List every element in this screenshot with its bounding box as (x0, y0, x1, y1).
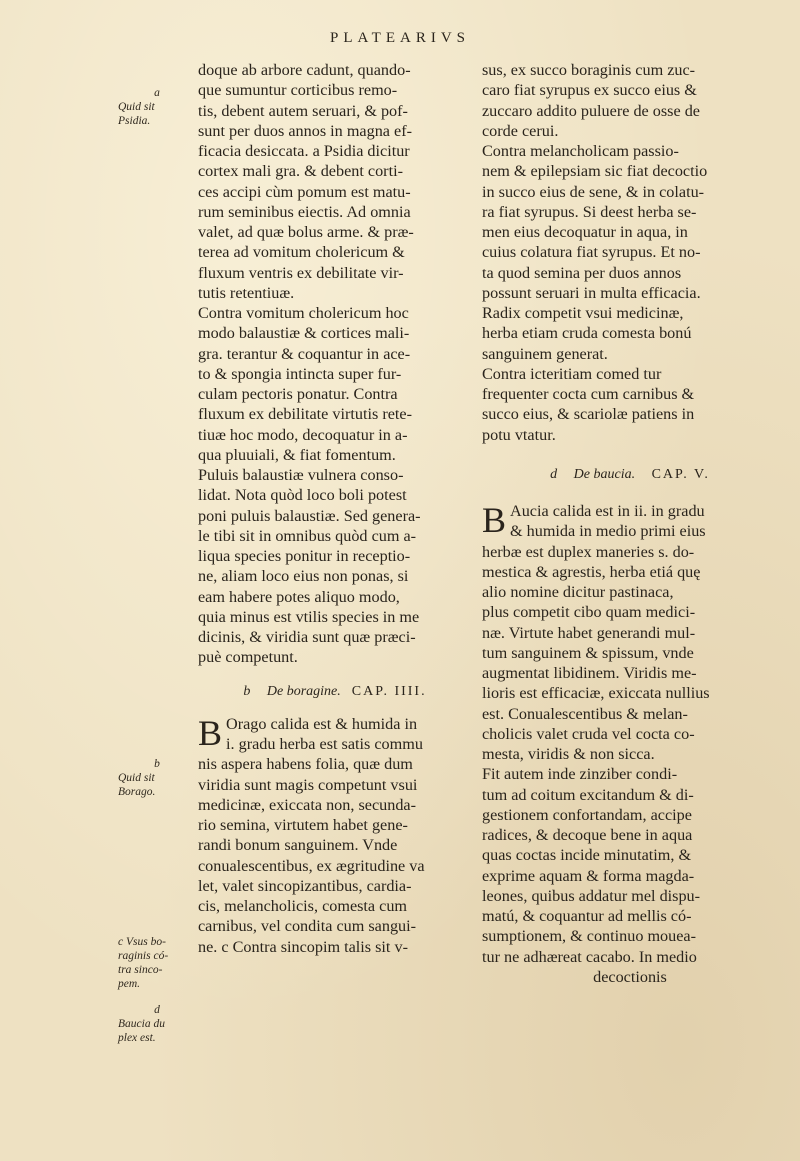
text-line: possunt seruari in multa efficacia. (482, 283, 701, 302)
margin-note-line: Quid sit (118, 772, 155, 784)
text-line: caro fiat syrupus ex succo eius & (482, 81, 697, 100)
heading-cap: CAP. IIII. (351, 683, 427, 699)
text-line: sus, ex succo boraginis cum zuc- (482, 61, 696, 79)
text-line: matú, & coquantur ad mellis có- (482, 907, 692, 925)
text-line: tutis retentiuæ. (198, 283, 295, 302)
text-line: radices, & decoque bene in aqua (482, 826, 693, 844)
left-text-block (198, 60, 472, 668)
text-line: quas coctas incide minutatim, & (482, 846, 692, 865)
left-column (198, 60, 472, 957)
margin-note-line: plex est. (118, 1032, 156, 1044)
text-line: rum seminibus eiectis. Ad omnia (198, 202, 411, 221)
text-line: cis, melancholicis, comesta cum (198, 897, 408, 915)
margin-note-line: Baucia du (118, 1018, 165, 1030)
text-line: herbæ est duplex maneries s. do- (482, 542, 695, 561)
text-line: ne. c Contra sincopim talis sit v- (198, 937, 408, 956)
text-line: potu vtatur. (482, 425, 556, 444)
text-line: ra fiat syrupus. Si deest herba se- (482, 202, 697, 221)
text-line: poni puluis balaustiæ. Sed genera- (198, 506, 421, 525)
text-line: let, valet sincopizantibus, cardia- (198, 876, 412, 895)
text-line: Radix competit vsui medicinæ, (482, 304, 684, 322)
text-line: corde cerui. (482, 121, 559, 140)
margin-note-line: c Vsus bo- (118, 936, 166, 948)
left-text-block-b (198, 714, 472, 957)
text-line: fluxum ventris ex debilitate vir- (198, 263, 404, 282)
text-line: randi bonum sanguinem. Vnde (198, 836, 398, 855)
text-line: alio nomine dicitur pastinaca, (482, 583, 674, 601)
text-line: plus competit cibo quam medici- (482, 603, 696, 622)
text-line: gra. terantur & coquantur in ace- (198, 344, 411, 363)
text-line: tur ne adhæreat cacabo. In medio (482, 947, 697, 966)
text-line: Puluis balaustiæ vulnera conso- (198, 466, 404, 484)
text-line: & humida in medio primi eius (510, 522, 706, 541)
text-line: to & spongia intincta super fur- (198, 364, 402, 383)
text-line: eam habere potes aliquo modo, (198, 587, 400, 606)
text-line: modo balaustiæ & cortices mali- (198, 324, 410, 343)
margin-note-c (118, 935, 196, 991)
text-line: mesta, viridis & non sicca. (482, 745, 655, 763)
text-line: næ. Virtute habet generandi mul- (482, 623, 696, 642)
text-line: ficacia desiccata. a Psidia dicitur (198, 142, 410, 160)
text-line: fluxum ex debilitate virtutis rete- (198, 405, 412, 424)
text-line: conualescentibus, ex ægritudine va (198, 856, 425, 875)
text-line: nis aspera habens folia, quæ dum (198, 755, 413, 774)
heading-title: De baucia. (573, 466, 636, 482)
margin-note-d (118, 1003, 196, 1045)
text-line: culam pectoris ponatur. Contra (198, 385, 398, 403)
chapter-heading-baucia (482, 465, 778, 485)
text-line: i. gradu herba est satis commu (226, 735, 423, 753)
right-column (482, 60, 778, 987)
text-line: medicinæ, exiccata non, secunda- (198, 795, 416, 814)
text-line: ne, aliam loco eius non ponas, si (198, 567, 409, 586)
text-line: liqua species ponitur in receptio- (198, 547, 411, 565)
text-line: lidat. Nota quòd loco boli potest (198, 486, 407, 505)
text-line: succo eius, & scariolæ patiens in (482, 405, 695, 424)
text-line: valet, ad quæ bolus arme. & præ- (198, 223, 414, 241)
margin-note-a (118, 86, 196, 128)
text-line: quia minus est vtilis species in me (198, 607, 420, 626)
margin-note-b (118, 757, 196, 799)
heading-letter: b (243, 683, 251, 699)
margin-note-letter: d (154, 1004, 160, 1016)
chapter-heading-borago (198, 682, 472, 702)
heading-letter: d (550, 466, 558, 482)
text-line: carnibus, vel condita cum sangui- (198, 917, 417, 936)
text-line: tis, debent autem seruari, & pof- (198, 101, 408, 120)
text-line: Contra melancholicam passio- (482, 142, 679, 160)
text-line: sanguinem generat. (482, 344, 608, 363)
text-line: exprime aquam & forma magda- (482, 866, 695, 885)
drop-cap: B (198, 712, 223, 753)
text-line: frequenter cocta cum carnibus & (482, 385, 695, 403)
text-line: gestionem confortandam, accipe (482, 805, 692, 824)
text-line: herba etiam cruda comesta bonú (482, 324, 692, 343)
margin-note-letter: b (154, 758, 160, 770)
text-line: ta quod semina per duos annos (482, 263, 682, 282)
margin-note-line: raginis có- (118, 950, 169, 962)
text-line: leones, quibus addatur mel dispu- (482, 886, 701, 905)
text-line: zuccaro addito puluere de osse de (482, 101, 700, 120)
text-line: tiuæ hoc modo, decoquatur in a- (198, 425, 408, 444)
text-line: Fit autem inde zinziber condi- (482, 765, 678, 784)
text-line: puè competunt. (198, 648, 298, 667)
text-line: viridia sunt magis competunt vsui (198, 775, 418, 794)
text-line: Contra icteritiam comed tur (482, 364, 662, 383)
text-line: mestica & agrestis, herba etiá quę (482, 562, 701, 581)
text-line: augmentat libidinem. Viridis me- (482, 664, 697, 682)
margin-note-line: tra sinco- (118, 964, 163, 976)
text-line: est. Conualescentibus & melan- (482, 704, 688, 723)
text-line: lioris est efficaciæ, exiccata nullius (482, 684, 710, 703)
text-line: Contra vomitum cholericum hoc (198, 304, 409, 322)
text-line: tum ad coitum excitandum & di- (482, 785, 694, 804)
text-line: cholicis valet cruda vel cocta co- (482, 724, 695, 743)
right-text-block-b (482, 501, 778, 967)
text-line: rio semina, virtutem habet gene- (198, 816, 408, 834)
text-line: doque ab arbore cadunt, quando- (198, 61, 411, 79)
final-line: decoctionis (593, 967, 667, 986)
margin-note-line: Quid sit (118, 101, 155, 113)
margin-note-line: Psidia. (118, 115, 151, 127)
heading-cap: CAP. V. (651, 466, 710, 482)
text-line: que sumuntur corticibus remo- (198, 81, 398, 100)
text-line: le tibi sit in omnibus quòd cum a- (198, 526, 417, 545)
drop-cap: B (482, 500, 507, 540)
margin-note-line: pem. (118, 978, 141, 990)
margin-note-letter: a (154, 87, 160, 99)
text-line: in succo eius de sene, & in colatu- (482, 182, 705, 201)
heading-title: De boragine. (266, 683, 341, 699)
text-line: Orago calida est & humida in (226, 714, 418, 733)
text-line: dicinis, & viridia sunt quæ præci- (198, 628, 416, 646)
margin-note-line: Borago. (118, 786, 156, 798)
running-head-title: PLATEARIVS (329, 30, 470, 46)
text-line: men eius decoquatur in aqua, in (482, 223, 688, 241)
text-line: qua pluuiali, & fiat fomentum. (198, 445, 396, 464)
text-line: ces accipi cùm pomum est matu- (198, 182, 411, 201)
running-head (0, 30, 800, 47)
text-line: nem & epilepsiam sic fiat decoctio (482, 162, 708, 181)
text-line: terea ad vomitum cholericum & (198, 243, 405, 262)
right-text-block (482, 60, 778, 445)
text-line: tum sanguinem & spissum, vnde (482, 643, 694, 662)
text-line: cuius colatura fiat syrupus. Et no- (482, 243, 701, 262)
text-line: Aucia calida est in ii. in gradu (510, 502, 705, 520)
text-line: cortex mali gra. & debent corti- (198, 162, 403, 181)
text-line: sumptionem, & continuo mouea- (482, 927, 697, 946)
text-line: sunt per duos annos in magna ef- (198, 121, 412, 140)
